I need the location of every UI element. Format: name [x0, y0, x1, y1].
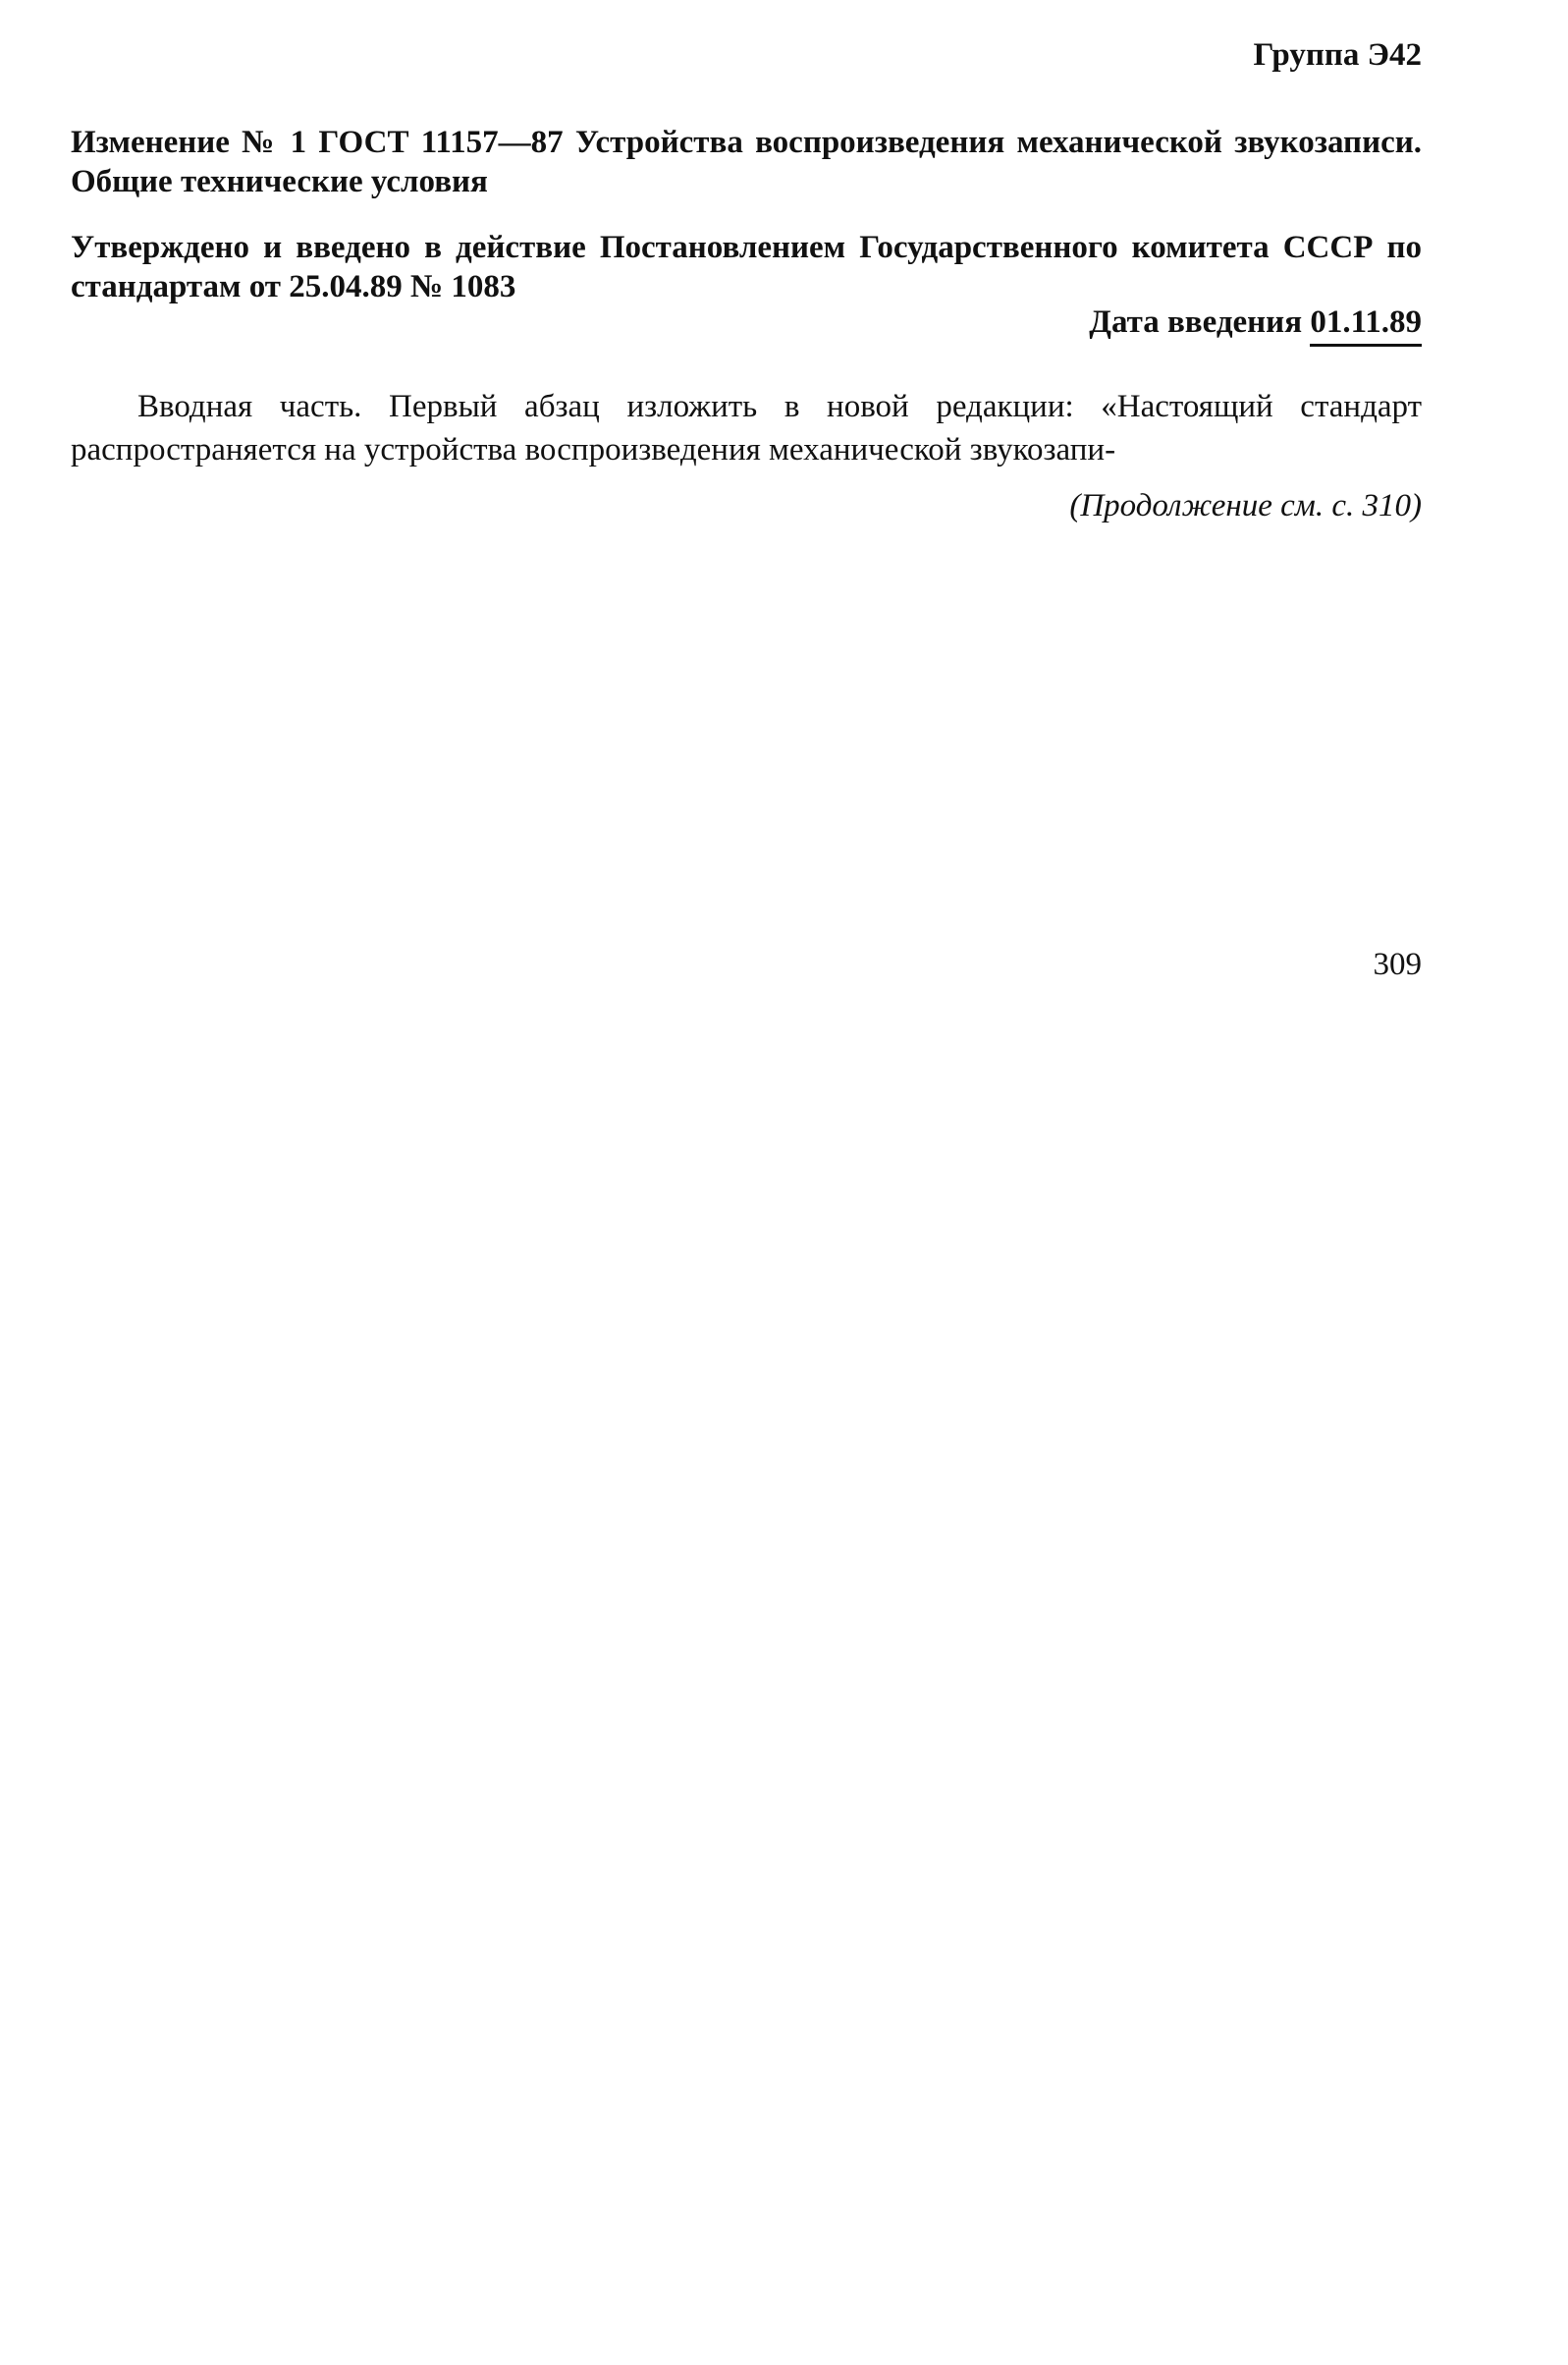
introduction-date-label: Дата введения — [1089, 304, 1303, 340]
introduction-date-line — [71, 302, 1422, 347]
group-code: Группа Э42 — [1253, 37, 1422, 73]
page-number: 309 — [1373, 947, 1422, 982]
introduction-date-value: 01.11.89 — [1310, 302, 1422, 347]
approval-statement: Утверждено и введено в действие Постановлением Государственного комитета СССР по стандартам от 25.04.89 № 1083 — [71, 230, 1422, 304]
intro-paragraph: Вводная часть. Первый абзац изложить в новой редакции: «Настоящий стандарт распространяется на устройства воспроизведения механической звукозапи- — [71, 389, 1422, 468]
continuation-note: (Продолжение см. с. 310) — [1069, 488, 1422, 523]
change-title: Изменение № 1 ГОСТ 11157—87 Устройства воспроизведения механической звукозаписи. Общие технические условия — [71, 125, 1422, 199]
